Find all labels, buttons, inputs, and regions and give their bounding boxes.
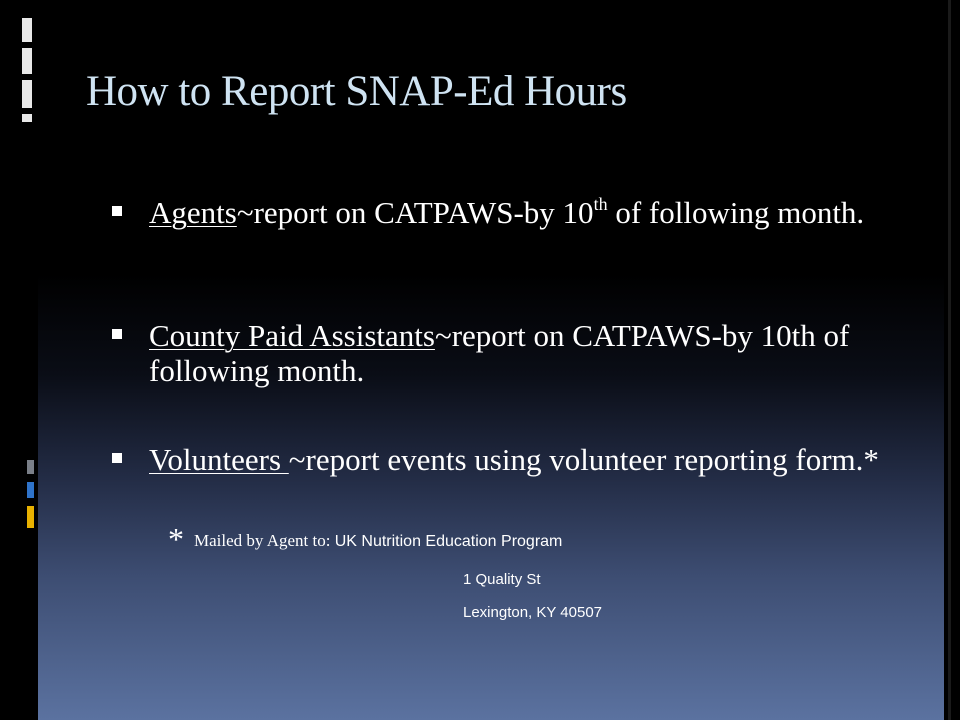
- bullet-item-county-paid-assistants: [112, 318, 902, 388]
- bullet-item-volunteers: [112, 442, 902, 477]
- bullet-text: ~report events using volunteer reporting form.*: [288, 442, 879, 477]
- square-bullet-icon: [112, 329, 122, 339]
- bullet-label: Volunteers: [149, 442, 289, 477]
- address-line-1: 1 Quality St: [463, 571, 541, 588]
- note-program-name: UK Nutrition Education Program: [334, 533, 563, 550]
- note-prefix: Mailed by Agent to:: [194, 531, 335, 550]
- bullet-superscript: th: [593, 193, 608, 214]
- address-line-2: Lexington, KY 40507: [463, 604, 603, 621]
- bullet-text: ~report on CATPAWS-by 10: [236, 195, 594, 230]
- bullet-text: ~report on CATPAWS-by 10th of following month.: [149, 318, 850, 388]
- square-bullet-icon: [112, 453, 122, 463]
- bullet-item-agents: [112, 195, 902, 230]
- square-bullet-icon: [112, 206, 122, 216]
- bullet-label: County Paid Assistants: [149, 318, 435, 353]
- note-asterisk: *: [168, 521, 184, 557]
- slide-title: How to Report SNAP-Ed Hours: [86, 68, 627, 115]
- bullet-text-continued: of following month.: [607, 195, 865, 230]
- bullet-label: Agents: [149, 195, 237, 230]
- mailing-note: [168, 521, 562, 558]
